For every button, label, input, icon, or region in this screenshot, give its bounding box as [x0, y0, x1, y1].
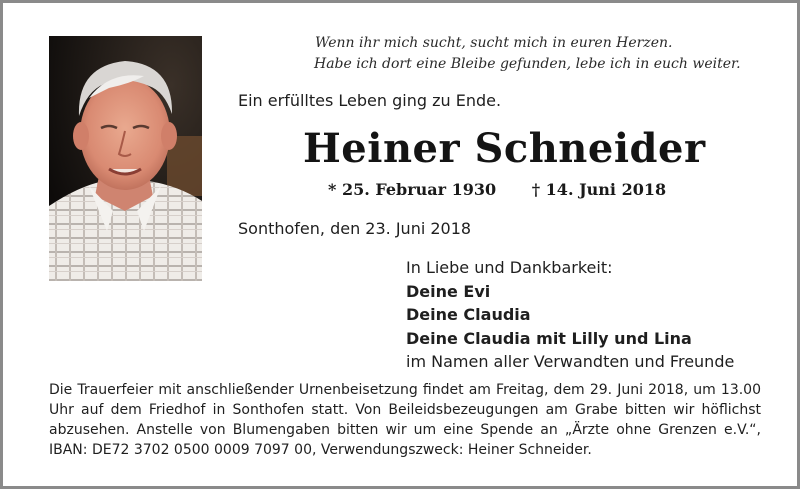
birth-date: * 25. Februar 1930	[328, 180, 497, 199]
funeral-notice: Die Trauerfeier mit anschließender Urnenbeisetzung findet am Freitag, dem 29. Juni 2018, um 13.00 Uhr auf dem Friedhof in Sonthofen statt. Von Beileidsbezeugungen am Grabe bitten wir höflichst abzusehen. Anstelle von Blumengaben bitten wir um eine Spende an „Ärzte ohne Grenzen e.V.“, IBAN: DE72 3702 0500 0009 7097 00, Verwendungszweck: Heiner Schneider.	[49, 382, 761, 458]
life-dates	[328, 180, 666, 199]
memorial-quote	[315, 33, 785, 75]
mourners-block	[406, 256, 734, 374]
mourners-closing: im Namen aller Verwandten und Freunde	[406, 352, 735, 371]
quote-line: Habe ich dort eine Bleibe gefunden, lebe ich in euch weiter.	[314, 56, 741, 72]
mourner-name: Deine Evi	[406, 281, 491, 301]
intro-text: Ein erfülltes Leben ging zu Ende.	[238, 91, 502, 110]
place-and-date: Sonthofen, den 23. Juni 2018	[238, 219, 472, 238]
quote-line: Wenn ihr mich sucht, sucht mich in euren Herzen.	[315, 35, 673, 51]
portrait-photo	[49, 36, 202, 281]
death-date: † 14. Juni 2018	[531, 180, 667, 199]
mourner-name: Deine Claudia mit Lilly und Lina	[406, 328, 692, 348]
deceased-name: Heiner Schneider	[303, 125, 706, 172]
mourners-intro: In Liebe und Dankbarkeit:	[406, 258, 613, 277]
mourner-name: Deine Claudia	[406, 305, 531, 324]
